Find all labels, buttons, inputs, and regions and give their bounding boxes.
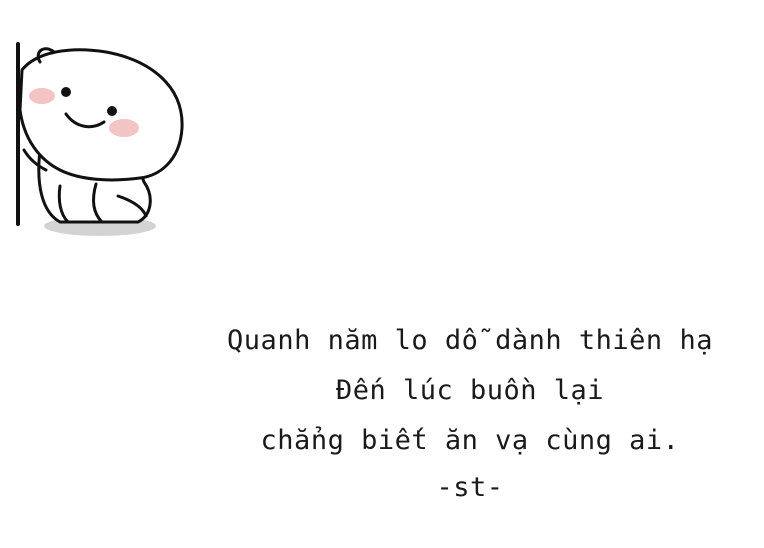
poem-block [200, 316, 740, 510]
poem-line-3: chẳng biết ăn vạ cùng ai. [260, 425, 680, 456]
poem-line-2: Đến lúc buồn lại [335, 375, 605, 406]
blush-left [29, 88, 55, 104]
blush-right [109, 119, 139, 137]
peeking-bear-icon [0, 0, 200, 250]
poem-line-1: Quanh năm lo dỗ dành thiên hạ [227, 325, 713, 356]
mascot-head [20, 50, 182, 180]
eye-left [61, 87, 71, 97]
poem-signature: -st- [436, 472, 504, 503]
eye-right [107, 106, 117, 116]
